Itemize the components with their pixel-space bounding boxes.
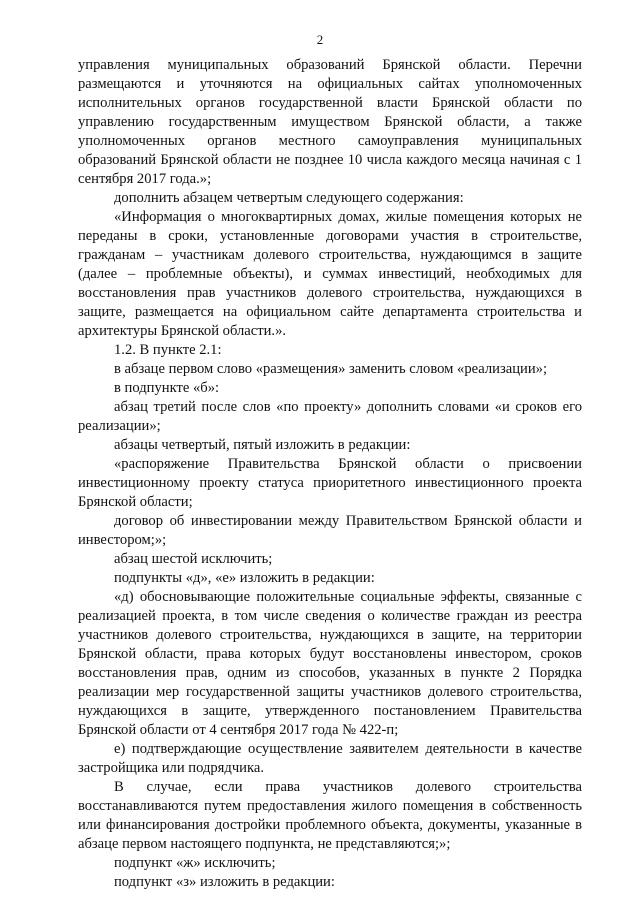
paragraph: абзац третий после слов «по проекту» дополнить словами «и сроков его реализации»;	[78, 399, 582, 434]
paragraph: «д) обосновывающие положительные социальные эффекты, связанные с реализацией проекта, в том числе сведения о количестве граждан из реестра участников долевого строительства, нуждающихся в защите, на территории Брянской области, права которых будут восстановлены инвестором, сроков восстановления прав, одним из способов, указанных в пункте 2 Порядка реализации мер государственной защиты участников долевого строительства, нуждающихся в защите, утвержденного постановлением Правительства Брянской области от 4 сентября 2017 года № 422-п;	[78, 589, 582, 738]
paragraph: подпункт «ж» исключить;	[114, 855, 276, 871]
paragraph: договор об инвестировании между Правительством Брянской области и инвестором;»;	[78, 513, 582, 548]
paragraph: абзацы четвертый, пятый изложить в редакции:	[114, 437, 411, 453]
paragraph: подпункт «з» изложить в редакции:	[114, 874, 335, 890]
paragraph: абзац шестой исключить;	[114, 551, 273, 567]
paragraph: дополнить абзацем четвертым следующего содержания:	[114, 190, 464, 206]
paragraph: е) подтверждающие осуществление заявителем деятельности в качестве застройщика или подрядчика.	[78, 741, 582, 776]
document-body	[78, 56, 582, 892]
paragraph: «распоряжение Правительства Брянской области о присвоении инвестиционному проекту статуса приоритетного инвестиционного проекта Брянской области;	[78, 456, 582, 510]
paragraph: «Информация о многоквартирных домах, жилые помещения которых не переданы в сроки, установленные договорами участия в строительстве, гражданам – участникам долевого строительства, нуждающимся в защите (далее – проблемные объекты), и суммах инвестиций, необходимых для восстановления прав участников долевого строительства, нуждающихся в защите, размещается на официальном сайте департамента строительства и архитектуры Брянской области.».	[78, 209, 582, 339]
paragraph: в абзаце первом слово «размещения» заменить словом «реализации»;	[114, 361, 548, 377]
paragraph: 1.2. В пункте 2.1:	[114, 342, 222, 358]
paragraph: управления муниципальных образований Брянской области. Перечни размещаются и уточняются на официальных сайтах уполномоченных исполнительных органов государственной власти Брянской области по управлению государственным имуществом Брянской области, а также уполномоченных органов местного самоуправления муниципальных образований Брянской области не позднее 10 числа каждого месяца начиная с 1 сентября 2017 года.»;	[78, 57, 582, 187]
paragraph: подпункты «д», «е» изложить в редакции:	[114, 570, 375, 586]
page-number: 2	[316, 32, 324, 47]
paragraph: В случае, если права участников долевого строительства восстанавливаются путем предоставления жилого помещения в собственность или финансирования достройки проблемного объекта, документы, указанные в абзаце первом настоящего подпункта, не представляются;»;	[78, 779, 582, 852]
paragraph: в подпункте «б»:	[114, 380, 220, 396]
